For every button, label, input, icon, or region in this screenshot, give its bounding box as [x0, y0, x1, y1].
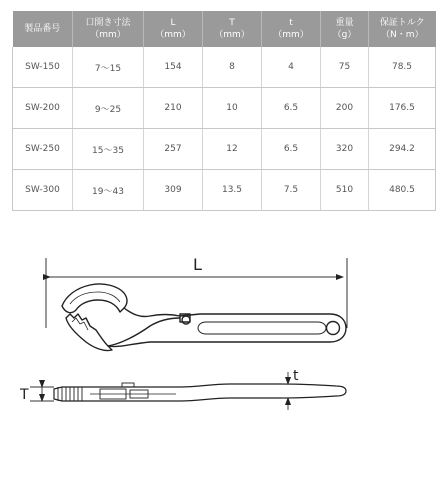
spec-table	[12, 11, 436, 211]
cell-weight: 320	[321, 129, 369, 170]
cell-torque: 176.5	[369, 88, 436, 129]
header-opening	[73, 11, 144, 47]
cell-length: 309	[144, 170, 203, 211]
label-t: t	[293, 368, 299, 384]
header-line: 保証トルク	[379, 18, 425, 28]
cell-opening: 19～43	[73, 170, 144, 211]
table-header-row	[13, 11, 436, 47]
cell-model: SW-250	[13, 129, 73, 170]
cell-length: 154	[144, 47, 203, 88]
header-unit: （mm）	[155, 30, 191, 40]
cell-torque: 78.5	[369, 47, 436, 88]
length-dimension	[46, 255, 347, 328]
header-line: 製品番号	[24, 24, 61, 34]
cell-length: 257	[144, 129, 203, 170]
cell-T: 10	[203, 88, 262, 129]
cell-opening: 9～25	[73, 88, 144, 129]
header-line: T	[229, 18, 235, 28]
cell-opening: 7～15	[73, 47, 144, 88]
header-unit: （N・m）	[381, 30, 424, 40]
cell-torque: 294.2	[369, 129, 436, 170]
wrench-top-view	[62, 284, 346, 351]
header-line: L	[170, 18, 176, 28]
label-L: L	[193, 255, 202, 274]
wrench-side-view	[54, 383, 346, 401]
wrench-drawing	[0, 240, 445, 500]
cell-model: SW-150	[13, 47, 73, 88]
cell-weight: 200	[321, 88, 369, 129]
cell-t: 6.5	[262, 88, 321, 129]
header-unit: （mm）	[214, 30, 250, 40]
header-unit: （mm）	[273, 30, 309, 40]
table-row	[13, 170, 436, 211]
cell-opening: 15～35	[73, 129, 144, 170]
header-line: 口開き寸法	[85, 18, 131, 28]
cell-model: SW-200	[13, 88, 73, 129]
cell-T: 8	[203, 47, 262, 88]
cell-weight: 510	[321, 170, 369, 211]
table-row	[13, 88, 436, 129]
header-weight	[321, 11, 369, 47]
cell-t: 7.5	[262, 170, 321, 211]
header-unit: （mm）	[90, 30, 126, 40]
cell-weight: 75	[321, 47, 369, 88]
cell-t: 6.5	[262, 129, 321, 170]
cell-model: SW-300	[13, 170, 73, 211]
header-model	[13, 11, 73, 47]
header-torque	[369, 11, 436, 47]
header-unit: （g）	[332, 30, 357, 40]
thickness-T-dimension	[19, 387, 54, 403]
table-row	[13, 47, 436, 88]
header-thickness-T	[203, 11, 262, 47]
cell-T: 13.5	[203, 170, 262, 211]
cell-T: 12	[203, 129, 262, 170]
header-line: 重量	[335, 18, 354, 28]
thickness-t-dimension	[282, 368, 299, 410]
header-line: t	[289, 18, 293, 28]
cell-torque: 480.5	[369, 170, 436, 211]
label-T: T	[20, 387, 29, 403]
cell-t: 4	[262, 47, 321, 88]
header-length	[144, 11, 203, 47]
header-thickness-t	[262, 11, 321, 47]
cell-length: 210	[144, 88, 203, 129]
table-row	[13, 129, 436, 170]
